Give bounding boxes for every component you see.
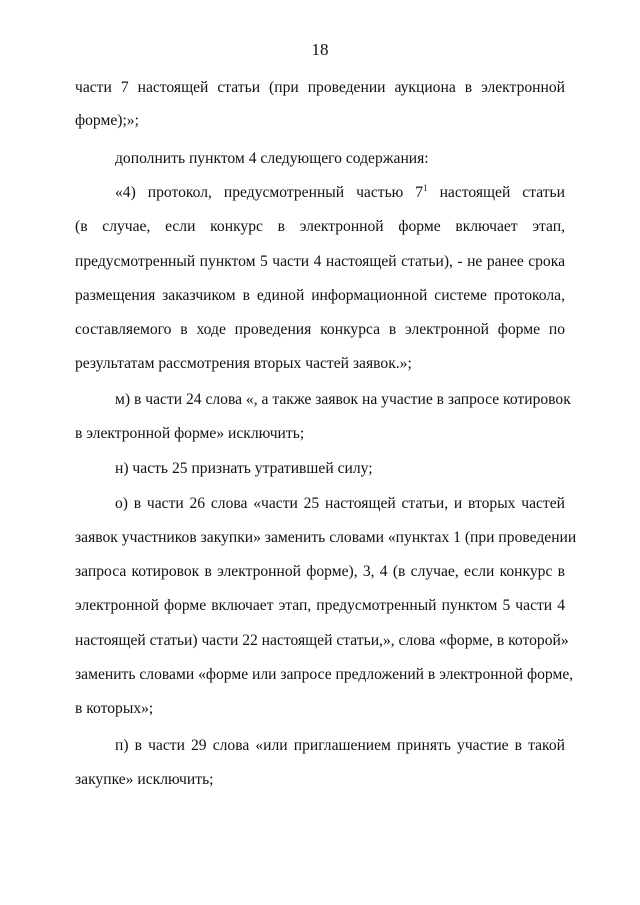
text-line: форме);»; (75, 112, 139, 129)
text-line: в которых»; (75, 700, 154, 717)
text-fragment: «4) протокол, предусмотренный частью 7 (115, 184, 424, 201)
text-line: предусмотренный пунктом 5 части 4 настоящей статьи), - не ранее срока (75, 253, 565, 270)
text-line: электронной форме включает этап, предусмотренный пунктом 5 части 4 (75, 597, 565, 614)
text-line: настоящей статьи) части 22 настоящей статьи,», слова «форме, в которой» (75, 632, 569, 649)
text-line: заменить словами «форме или запросе предложений в электронной форме, (75, 666, 574, 683)
text-line: заявок участников закупки» заменить словами «пунктах 1 (при проведении (75, 529, 577, 546)
text-line: в электронной форме» исключить; (75, 425, 305, 442)
superscript: 1 (423, 183, 428, 193)
text-line: (в случае, если конкурс в электронной форме включает этап, (75, 218, 565, 235)
text-line: м) в части 24 слова «, а также заявок на участие в запросе котировок (115, 391, 571, 408)
text-line: составляемого в ходе проведения конкурса в электронной форме по (75, 321, 565, 338)
text-fragment: настоящей статьи (427, 184, 565, 201)
text-line: дополнить пунктом 4 следующего содержания: (115, 150, 429, 167)
text-line: части 7 настоящей статьи (при проведении аукциона в электронной (75, 79, 565, 96)
text-line: о) в части 26 слова «части 25 настоящей статьи, и вторых частей (115, 495, 565, 512)
text-line: закупке» исключить; (75, 771, 214, 788)
text-line: н) часть 25 признать утратившей силу; (115, 460, 373, 477)
text-line: запроса котировок в электронной форме), 3, 4 (в случае, если конкурс в (75, 563, 565, 580)
text-line: размещения заказчиком в единой информационной системе протокола, (75, 287, 565, 304)
text-line: результатам рассмотрения вторых частей заявок.»; (75, 355, 412, 372)
text-line-with-superscript (115, 183, 565, 203)
page-number: 18 (311, 40, 329, 59)
text-line: п) в части 29 слова «или приглашением принять участие в такой (115, 737, 565, 754)
